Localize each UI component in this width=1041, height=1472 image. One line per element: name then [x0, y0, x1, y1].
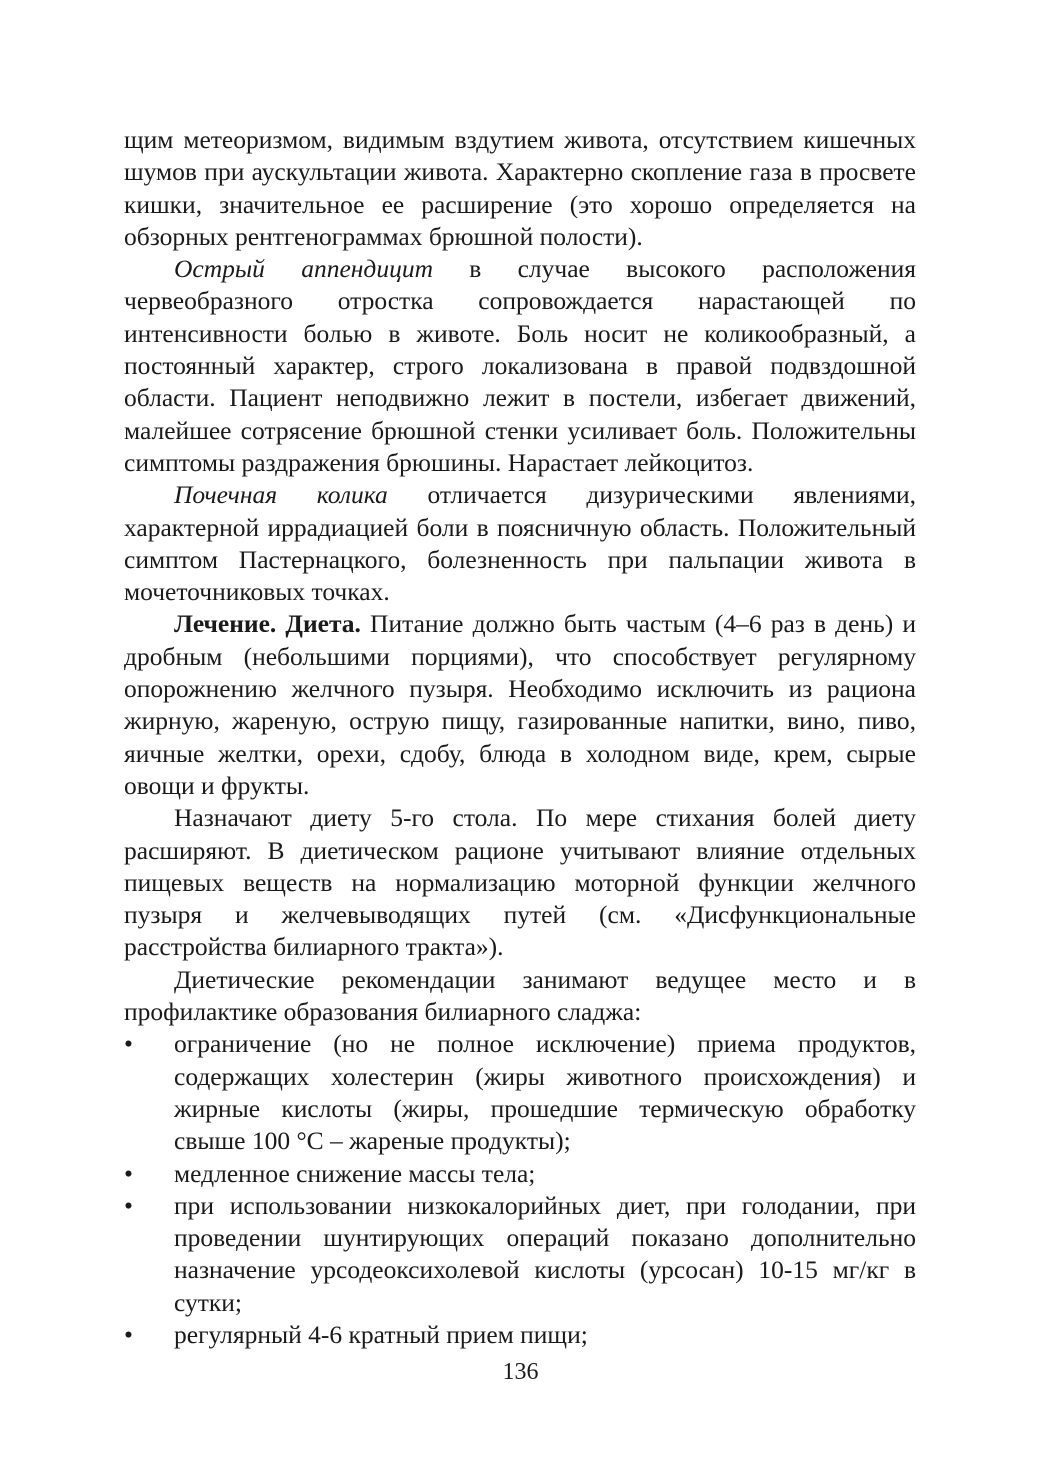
page-body	[124, 124, 916, 1351]
paragraph-3	[124, 479, 916, 608]
list-item	[124, 1028, 916, 1157]
bullet-list	[124, 1028, 916, 1351]
term-acute-appendicitis: Острый аппендицит	[174, 254, 433, 284]
list-item-text: медленное снижение массы тела;	[174, 1158, 536, 1188]
paragraph-5	[124, 802, 916, 963]
paragraph-3-text: отличается дизурическими явлениями, характерной иррадиацией боли в поясничную область. Положительный симптом Пастернацкого, болезненность при пальпации живота в мочеточниковых точках.	[124, 480, 916, 607]
bullet-marker: •	[124, 1190, 133, 1220]
list-item	[124, 1158, 916, 1190]
paragraph-2-text: в случае высокого расположения червеобразного отростка сопровождается нарастающей по интенсивности болью в животе. Боль носит не коликообразный, а постоянный характер, строго локализована в правой подвздошной области. Пациент неподвижно лежит в постели, избегает движений, малейшее сотрясение брюшной стенки усиливает боль. Положительны симптомы раздражения брюшины. Нарастает лейкоцитоз.	[124, 254, 917, 477]
bullet-marker: •	[124, 1158, 133, 1188]
list-item-text: ограничение (но не полное исключение) приема продуктов, содержащих холестерин (жиры животного происхождения) и жирные кислоты (жиры, прошедшие термическую обработку свыше 100 °С – жареные продукты);	[174, 1029, 916, 1156]
paragraph-4	[124, 608, 916, 802]
heading-treatment-diet: Лечение. Диета.	[174, 609, 361, 639]
term-renal-colic: Почечная колика	[174, 480, 388, 510]
list-item-text: регулярный 4-6 кратный прием пищи;	[174, 1319, 588, 1349]
paragraph-4-text: Питание должно быть частым (4–6 раз в день) и дробным (небольшими порциями), что способствует регулярному опорожнению желчного пузыря. Необходимо исключить из рациона жирную, жареную, острую пищу, газированные напитки, вино, пиво, яичные желтки, орехи, сдобу, блюда в холодном виде, крем, сырые овощи и фрукты.	[124, 609, 916, 800]
bullet-marker: •	[124, 1029, 133, 1059]
paragraph-6-text: Диетические рекомендации занимают ведущее место и в профилактике образования билиарного сладжа:	[124, 964, 916, 1027]
paragraph-6	[124, 964, 916, 1029]
paragraph-2	[124, 253, 916, 479]
paragraph-1	[124, 124, 916, 253]
list-item	[124, 1319, 916, 1351]
page-number: 136	[502, 1359, 539, 1385]
paragraph-5-text: Назначают диету 5-го стола. По мере стихания болей диету расширяют. В диетическом рационе учитывают влияние отдельных пищевых веществ на нормализацию моторной функции желчного пузыря и желчевыводящих путей (см. «Дисфункциональные расстройства билиарного тракта»).	[124, 803, 916, 962]
paragraph-1-text: щим метеоризмом, видимым вздутием живота, отсутствием кишечных шумов при аускультации живота. Характерно скопление газа в просвете кишки, значительное ее расширение (это хорошо определяется на обзорных рентгенограммах брюшной полости).	[124, 125, 916, 251]
bullet-marker: •	[124, 1319, 133, 1349]
list-item	[124, 1190, 916, 1319]
list-item-text: при использовании низкокалорийных диет, при голодании, при проведении шунтирующих операций показано дополнительно назначение урсодеоксихолевой кислоты (урсосан) 10-15 мг/кг в сутки;	[174, 1190, 916, 1317]
